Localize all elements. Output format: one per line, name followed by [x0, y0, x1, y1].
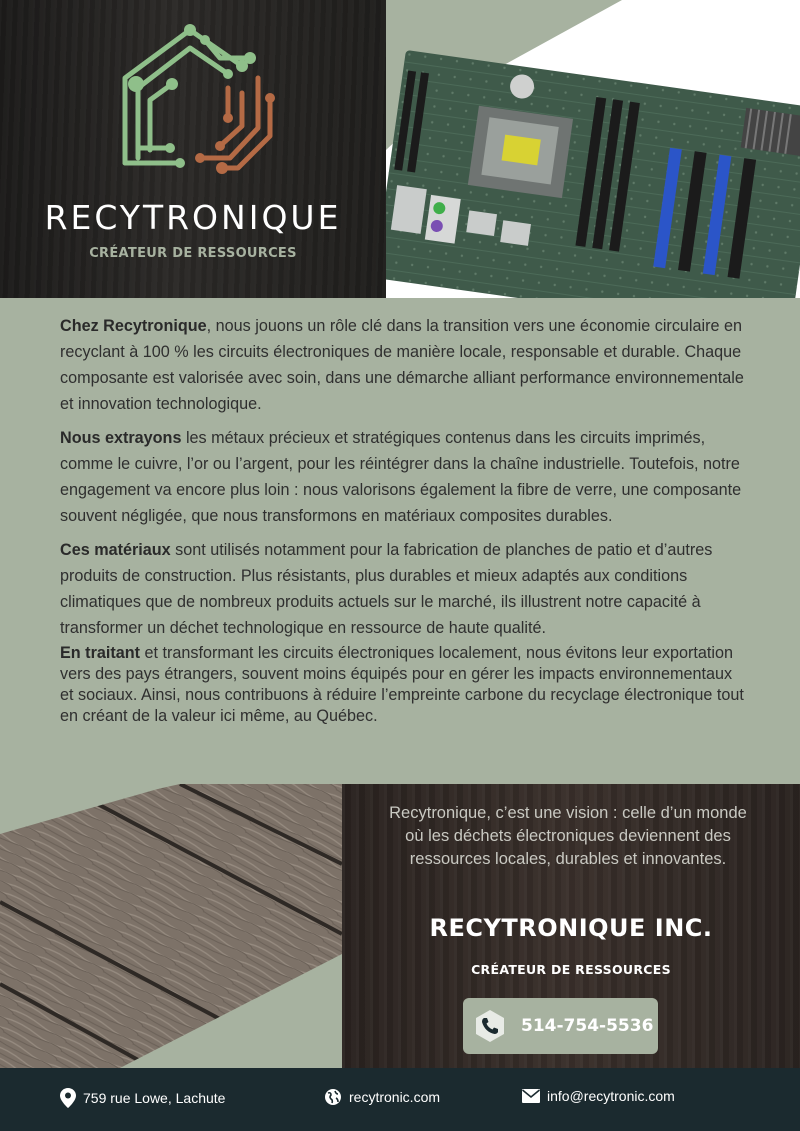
body-text: [60, 313, 750, 735]
footer: [0, 1068, 800, 1131]
paragraph-text: et transformant les circuits électroniques localement, nous évitons leur exportation vers des pays étrangers, souvent moins équipés pour en gérer les impacts environnementaux et sociaux. Ainsi, nous contribuons à réduire l’empreinte carbone du recyclage électronique tout en créant de la valeur ici même, au Québec.: [60, 644, 744, 725]
paragraph-lead: Nous extrayons: [60, 429, 182, 447]
paragraph-intro: [60, 313, 750, 417]
vision-statement: Recytronique, c’est une vision : celle d’un monde où les déchets électroniques deviennent des ressources locales, durables et innovantes.: [389, 804, 747, 868]
paragraph-lead: Ces matériaux: [60, 541, 171, 559]
location-pin-icon: [60, 1088, 76, 1108]
paragraph-local: [60, 643, 750, 727]
brand-name: RECYTRONIQUE: [44, 198, 342, 237]
paragraph-text: , nous jouons un rôle clé dans la transition vers une économie circulaire en recyclant à 100 % les circuits électroniques de manière locale, responsable et durable. Chaque composante est valorisée avec soin, dans une démarche alliant performance environnementale et innovation technologique.: [60, 317, 744, 413]
bottom-section: [0, 784, 800, 1068]
paragraph-extraction: [60, 425, 750, 529]
paragraph-text: les métaux précieux et stratégiques contenus dans les circuits imprimés, comme le cuivre, l’or ou l’argent, pour les réintégrer dans la chaîne industrielle. Toutefois, notre engagement va encore plus loin : nous valorisons également la fibre de verre, une composante souvent négligée, que nous transformons en matériaux composites durables.: [60, 429, 742, 525]
patio-deck-photo: [0, 784, 342, 1068]
paragraph-text: sont utilisés notamment pour la fabrication de planches de patio et d’autres produits de construction. Plus résistants, plus durables et mieux adaptés aux conditions climatiques que de nombreux produits actuels sur le marché, ils illustrent notre capacité à transformer un déchet technologique en ressource de haute qualité.: [60, 541, 713, 637]
footer-email[interactable]: [522, 1088, 675, 1104]
paragraph-lead: En traitant: [60, 644, 141, 662]
address-text: 759 rue Lowe, Lachute: [83, 1090, 226, 1106]
paragraph-lead: Chez Recytronique: [60, 317, 207, 335]
company-name: RECYTRONIQUE INC.: [429, 914, 713, 942]
hero-section: [0, 0, 800, 298]
motherboard-photo: [386, 0, 800, 298]
brand-tagline: CRÉATEUR DE RESSOURCES: [89, 246, 297, 261]
envelope-icon: [522, 1089, 540, 1103]
circuit-house-logo-icon: [110, 18, 290, 190]
motherboard-illustration: [386, 0, 800, 298]
phone-icon: [473, 1009, 507, 1043]
globe-icon: [324, 1088, 342, 1106]
footer-website[interactable]: [324, 1088, 440, 1106]
contact-panel: [342, 784, 800, 1068]
phone-number: 514-754-5536: [521, 1016, 654, 1036]
email-link[interactable]: info@recytronic.com: [547, 1088, 675, 1104]
paragraph-materials: [60, 537, 750, 641]
company-tagline: CRÉATEUR DE RESSOURCES: [471, 962, 671, 977]
phone-button[interactable]: [463, 998, 658, 1054]
footer-address: [60, 1088, 225, 1108]
logo-panel: [0, 0, 386, 298]
website-link[interactable]: recytronic.com: [349, 1089, 441, 1105]
